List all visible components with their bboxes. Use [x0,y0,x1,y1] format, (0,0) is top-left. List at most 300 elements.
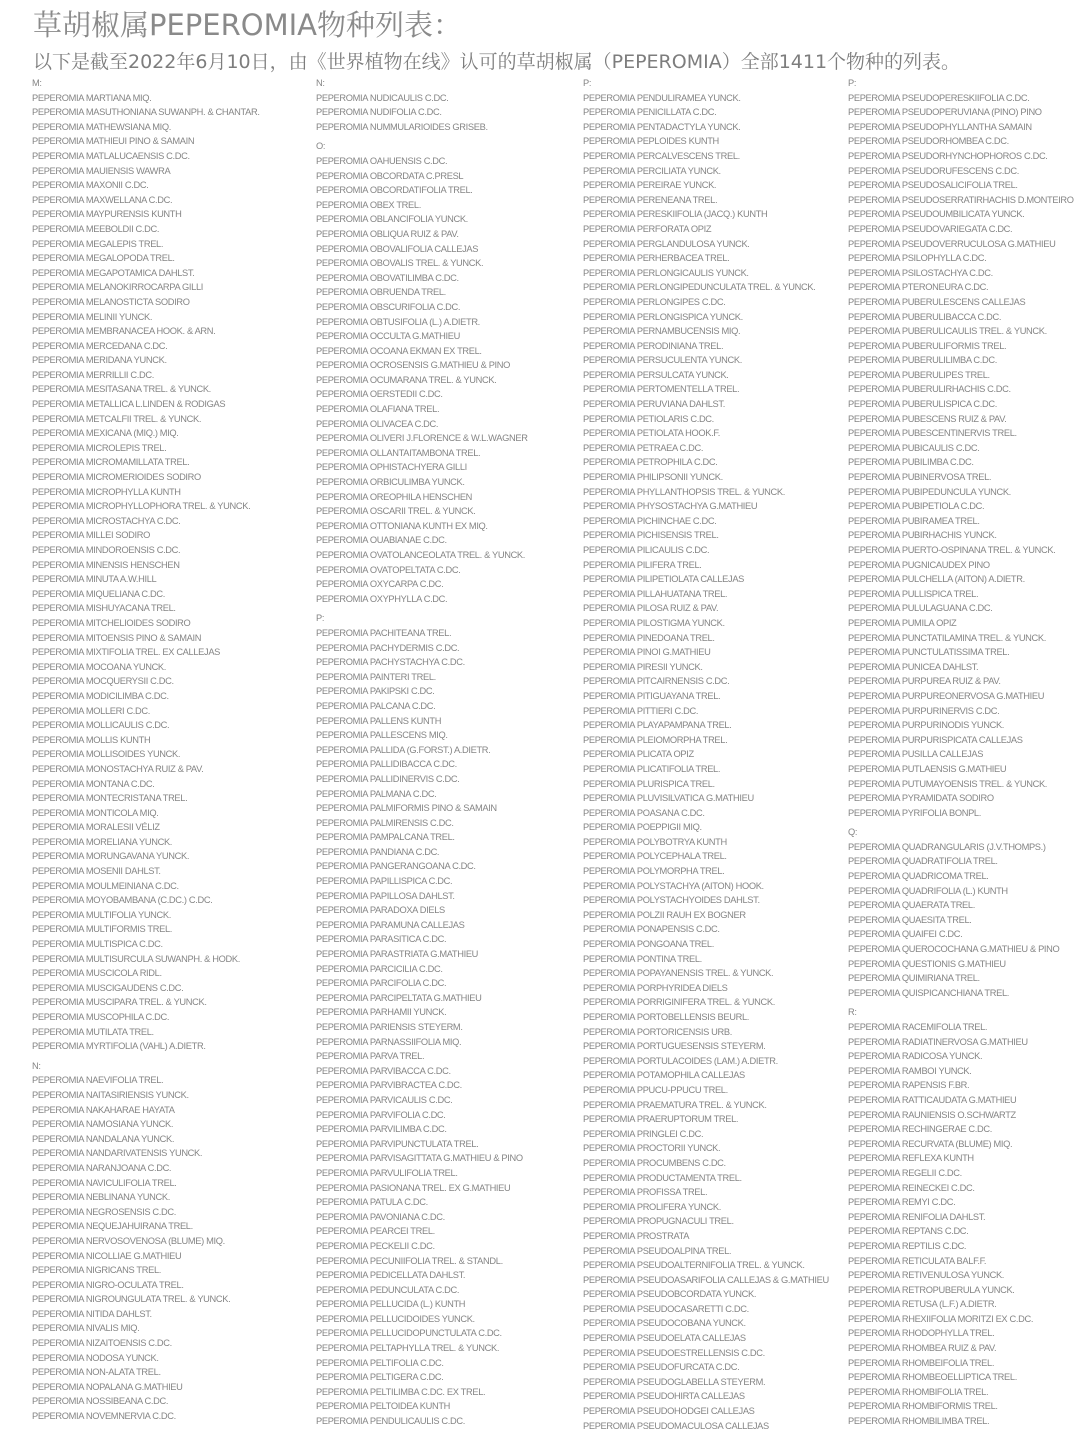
species-entry: PEPEROMIA PARVISAGITTATA G.MATHIEU & PINO [316,1153,523,1164]
species-entry: PEPEROMIA PIRESII YUNCK. [583,661,703,672]
species-entry: PEPEROMIA NIZAITOENSIS C.DC. [32,1338,172,1349]
species-entry: PEPEROMIA PUTUMAYOENSIS TREL. & YUNCK. [848,778,1048,789]
species-entry: PEPEROMIA PUBERULILIMBA C.DC. [848,355,997,366]
species-entry: PEPEROMIA MEMBRANACEA HOOK. & ARN. [32,326,216,337]
species-entry: PEPEROMIA OXYPHYLLA C.DC. [316,593,448,604]
species-entry: PEPEROMIA PERLONGISPICA YUNCK. [583,311,743,322]
species-entry: PEPEROMIA REFLEXA KUNTH [848,1153,974,1164]
species-entry: PEPEROMIA PSEUDOHIRTA CALLEJAS [583,1391,745,1402]
species-entry: PEPEROMIA PAKIPSKI C.DC. [316,686,435,697]
species-entry: PEPEROMIA OBLIQUA RUIZ & PAV. [316,228,459,239]
species-entry: PEPEROMIA OAHUENSIS C.DC. [316,155,448,166]
species-entry: PEPEROMIA MORALESII VÉLIZ [32,822,160,833]
species-entry: PEPEROMIA MEGALOPODA TREL. [32,253,175,264]
page-title: 草胡椒属PEPEROMIA物种列表： [33,8,463,42]
species-entry: PEPEROMIA MATHEWSIANA MIQ. [32,121,171,132]
species-entry: PEPEROMIA PROFISSA TREL. [583,1187,708,1198]
species-entry: PEPEROMIA OUABIANAE C.DC. [316,535,447,546]
species-entry: PEPEROMIA PERLONGICAULIS YUNCK. [583,267,749,278]
species-entry: PEPEROMIA PSEUDOUMBILICATA YUNCK. [848,209,1025,220]
species-entry: PEPEROMIA MUSCICOLA RIDL. [32,968,162,979]
species-entry: PEPEROMIA PILIPETIOLATA CALLEJAS [583,574,745,585]
species-column-4 [848,76,1080,1429]
species-entry: PEPEROMIA PSEUDOSALICIFOLIA TREL. [848,180,1018,191]
species-entry: PEPEROMIA OVATOPELTATA C.DC. [316,564,461,575]
species-entry: PEPEROMIA PETIOLARIS C.DC. [583,413,714,424]
species-entry: PEPEROMIA PALLENS KUNTH [316,715,442,726]
species-entry: PEPEROMIA OCOANA EKMAN EX TREL. [316,345,482,356]
species-entry: PEPEROMIA MASUTHONIANA SUWANPH. & CHANTAR. [32,107,260,118]
species-entry: PEPEROMIA RETIVENULOSA YUNCK. [848,1270,1005,1281]
species-entry: PEPEROMIA MULTIFOLIA YUNCK. [32,909,171,920]
letter-section [848,76,1080,820]
species-entry: PEPEROMIA PARHAMII YUNCK. [316,1007,447,1018]
species-entry: PEPEROMIA PUBERULICAULIS TREL. & YUNCK. [848,326,1047,337]
species-entry: PEPEROMIA MATLALUCAENSIS C.DC. [32,150,190,161]
species-entry: PEPEROMIA MONTECRISTANA TREL. [32,793,188,804]
species-entry: PEPEROMIA PSEUDOFURCATA C.DC. [583,1362,740,1373]
species-entry: PEPEROMIA MOCOANA YUNCK. [32,661,167,672]
species-entry: PEPEROMIA MICROSTACHYA C.DC. [32,515,181,526]
species-entry: PEPEROMIA NAITASIRIENSIS YUNCK. [32,1089,189,1100]
species-entry: PEPEROMIA NODOSA YUNCK. [32,1352,159,1363]
species-entry: PEPEROMIA MAXWELLANA C.DC. [32,194,173,205]
species-entry: PEPEROMIA MOLLIS KUNTH [32,734,151,745]
species-entry: PEPEROMIA PORTUGUESENSIS STEYERM. [583,1041,766,1052]
species-entry: PEPEROMIA PERCILIATA YUNCK. [583,165,721,176]
species-entry: PEPEROMIA PSEUDOPERESKIIFOLIA C.DC. [848,92,1030,103]
species-entry: PEPEROMIA METCALFII TREL. & YUNCK. [32,413,202,424]
species-entry: PEPEROMIA PUNCTULATISSIMA TREL. [848,647,1010,658]
species-entry: PEPEROMIA OCCULTA G.MATHIEU [316,331,460,342]
species-entry: PEPEROMIA PARCIFOLIA C.DC. [316,978,447,989]
species-entry: PEPEROMIA PERNAMBUCENSIS MIQ. [583,326,741,337]
species-entry: PEPEROMIA PURPUREONERVOSA G.MATHIEU [848,690,1045,701]
species-entry: PEPEROMIA MUSCIPARA TREL. & YUNCK. [32,997,207,1008]
species-entry: PEPEROMIA OBCORDATA C.PRESL [316,170,464,181]
section-letter-heading: Q: [848,827,858,838]
species-entry: PEPEROMIA MULTISURCULA SUWANPH. & HODK. [32,953,240,964]
species-entry: PEPEROMIA POLYBOTRYA KUNTH [583,836,727,847]
letter-section [316,76,578,134]
letter-section [583,76,845,1433]
species-entry: PEPEROMIA MEXICANA (MIQ.) MIQ. [32,428,179,439]
species-entry: PEPEROMIA MAYPURENSIS KUNTH [32,209,182,220]
species-entry: PEPEROMIA RECURVATA (BLUME) MIQ. [848,1138,1013,1149]
species-entry: PEPEROMIA REINECKEI C.DC. [848,1182,975,1193]
species-entry: PEPEROMIA PSEUDOELATA CALLEJAS [583,1333,746,1344]
species-entry: PEPEROMIA PALMIFORMIS PINO & SAMAIN [316,803,497,814]
species-entry: PEPEROMIA PITTIERI C.DC. [583,705,699,716]
species-entry: PEPEROMIA REPTANS C.DC. [848,1226,969,1237]
species-entry: PEPEROMIA PINEDOANA TREL. [583,632,715,643]
species-entry: PEPEROMIA PETRAEA C.DC. [583,442,704,453]
species-entry: PEPEROMIA PARVA TREL. [316,1051,425,1062]
species-entry: PEPEROMIA PARCIPELTATA G.MATHIEU [316,992,482,1003]
species-entry: PEPEROMIA PSEUDOMACULOSA CALLEJAS [583,1420,769,1431]
species-entry: PEPEROMIA PULLISPICA TREL. [848,588,979,599]
letter-section [32,1059,294,1424]
species-entry: PEPEROMIA PELTAPHYLLA TREL. & YUNCK. [316,1343,500,1354]
species-entry: PEPEROMIA NEGROSENSIS C.DC. [32,1206,176,1217]
species-entry: PEPEROMIA QUISPICANCHIANA TREL. [848,987,1010,998]
species-entry: PEPEROMIA MONTANA C.DC. [32,778,155,789]
species-entry: PEPEROMIA PERLONGIPES C.DC. [583,296,726,307]
species-entry: PEPEROMIA OTTONIANA KUNTH EX MIQ. [316,520,488,531]
species-entry: PEPEROMIA PEREIRAE YUNCK. [583,180,717,191]
species-entry: PEPEROMIA PHYSOSTACHYA G.MATHIEU [583,501,758,512]
species-entry: PEPEROMIA RACEMIFOLIA TREL. [848,1022,988,1032]
species-entry: PEPEROMIA PANGERANGOANA C.DC. [316,861,476,872]
species-entry: PEPEROMIA REPTILIS C.DC. [848,1240,967,1251]
species-entry: PEPEROMIA RHODOPHYLLA TREL. [848,1328,995,1339]
species-entry: PEPEROMIA PUBERULESCENS CALLEJAS [848,296,1026,307]
page-subtitle: 以下是截至2022年6月10日，由《世界植物在线》认可的草胡椒属（PEPEROMIA）全部1411个物种的列表。 [33,51,961,73]
species-entry: PEPEROMIA PATULA C.DC. [316,1197,428,1208]
species-entry: PEPEROMIA NIGRO-OCULATA TREL. [32,1279,184,1290]
species-entry: PEPEROMIA MERRILLII C.DC. [32,369,154,380]
species-entry: PEPEROMIA MICROPHYLLA KUNTH [32,486,181,497]
species-entry: PEPEROMIA PSEUDOHODGEI CALLEJAS [583,1406,755,1417]
species-entry: PEPEROMIA PICHISENSIS TREL. [583,530,719,541]
species-entry: PEPEROMIA PELTILIMBA C.DC. EX TREL. [316,1386,486,1397]
species-entry: PEPEROMIA NANDARIVATENSIS YUNCK. [32,1148,203,1159]
species-entry: PEPEROMIA PORPHYRIDEA DIELS [583,982,728,993]
species-entry: PEPEROMIA QUADRIFOLIA (L.) KUNTH [848,885,1008,896]
species-entry: PEPEROMIA PALLESCENS MIQ. [316,730,448,741]
species-entry: PEPEROMIA PUSILLA CALLEJAS [848,749,984,760]
species-entry: PEPEROMIA PORTOBELLENSIS BEURL. [583,1012,750,1022]
species-entry: PEPEROMIA POASANA C.DC. [583,807,705,818]
species-entry: PEPEROMIA PACHYDERMIS C.DC. [316,642,460,653]
species-entry: PEPEROMIA PROCTORII YUNCK. [583,1143,721,1154]
species-entry: PEPEROMIA PAVONIANA C.DC. [316,1211,445,1222]
species-entry: PEPEROMIA REGELII C.DC. [848,1167,962,1178]
species-entry: PEPEROMIA PUBIPETIOLA C.DC. [848,501,985,512]
species-entry: PEPEROMIA MICROMAMILLATA TREL. [32,457,190,468]
species-entry: PEPEROMIA MONOSTACHYA RUIZ & PAV. [32,763,204,774]
species-entry: PEPEROMIA PERFORATA OPIZ [583,223,712,234]
species-entry: PEPEROMIA PUBIRAMEA TREL. [848,515,980,526]
species-entry: PEPEROMIA PERUVIANA DAHLST. [583,399,725,410]
species-entry: PEPEROMIA PARADOXA DIELS [316,905,445,916]
letter-section [316,611,578,1428]
species-entry: PEPEROMIA MINENSIS HENSCHEN [32,559,180,570]
species-entry: PEPEROMIA OREOPHILA HENSCHEN [316,491,473,502]
species-entry: PEPEROMIA PERESKIIFOLIA (JACQ.) KUNTH [583,209,768,220]
species-entry: PEPEROMIA NUDIFOLIA C.DC. [316,107,442,118]
species-entry: PEPEROMIA PERSUCULENTA YUNCK. [583,355,742,366]
species-entry: PEPEROMIA PLAYAPAMPANA TREL. [583,720,732,731]
species-entry: PEPEROMIA PILLAHUATANA TREL. [583,588,728,599]
letter-section [32,76,294,1054]
species-entry: PEPEROMIA PAPILLISPICA C.DC. [316,876,453,887]
species-entry: PEPEROMIA QUADRICOMA TREL. [848,871,989,882]
species-entry: PEPEROMIA PERCALVESCENS TREL. [583,150,740,161]
species-entry: PEPEROMIA MUSCIGAUDENS C.DC. [32,982,184,993]
species-entry: PEPEROMIA PSEUDOCOBANA YUNCK. [583,1318,746,1329]
species-entry: PEPEROMIA PUBERULIFORMIS TREL. [848,340,1007,351]
species-entry: PEPEROMIA PERLONGIPEDUNCULATA TREL. & YUNCK. [583,282,816,293]
species-entry: PEPEROMIA RAMBOI YUNCK. [848,1065,972,1076]
species-entry: PEPEROMIA PUBERULIPES TREL. [848,369,990,380]
species-entry: PEPEROMIA PSEUDORHYNCHOPHOROS C.DC. [848,150,1048,161]
species-entry: PEPEROMIA NAEVIFOLIA TREL. [32,1075,164,1086]
species-entry: PEPEROMIA QUAERATA TREL. [848,900,975,911]
species-entry: PEPEROMIA PUERTO-OSPINANA TREL. & YUNCK. [848,545,1056,555]
species-entry: PEPEROMIA MOLLISOIDES YUNCK. [32,749,181,760]
species-entry: PEPEROMIA OBRUENDA TREL. [316,287,446,298]
species-entry: PEPEROMIA PURPUREA RUIZ & PAV. [848,676,1001,687]
species-entry: PEPEROMIA MUSCOPHILA C.DC. [32,1012,170,1022]
species-entry: PEPEROMIA NON-ALATA TREL. [32,1367,161,1378]
species-entry: PEPEROMIA MULTISPICA C.DC. [32,939,163,950]
species-entry: PEPEROMIA MARTIANA MIQ. [32,92,152,103]
species-entry: PEPEROMIA QUESTIONIS G.MATHIEU [848,958,1006,969]
species-entry: PEPEROMIA PUGNICAUDEX PINO [848,559,990,570]
species-entry: PEPEROMIA PURPURISPICATA CALLEJAS [848,734,1023,745]
species-entry: PEPEROMIA PEDICELLATA DAHLST. [316,1270,466,1281]
species-entry: PEPEROMIA PENDULIRAMEA YUNCK. [583,92,741,103]
species-entry: PEPEROMIA MYRTIFOLIA (VAHL) A.DIETR. [32,1041,206,1052]
species-entry: PEPEROMIA POEPPIGII MIQ. [583,822,702,833]
species-entry: PEPEROMIA POLYSTACHYA (AITON) HOOK. [583,880,764,891]
species-entry: PEPEROMIA PAMPALCANA TREL. [316,832,455,843]
species-entry: PEPEROMIA QUEROCOCHANA G.MATHIEU & PINO [848,944,1060,955]
species-entry: PEPEROMIA NAMOSIANA YUNCK. [32,1119,174,1130]
section-letter-heading: P: [848,78,857,88]
species-entry: PEPEROMIA QUIMIRIANA TREL. [848,973,980,984]
species-entry: PEPEROMIA PALLIDIBACCA C.DC. [316,759,457,770]
species-entry: PEPEROMIA PONGOANA TREL. [583,939,714,950]
species-entry: PEPEROMIA OBOVALIFOLIA CALLEJAS [316,243,479,254]
species-entry: PEPEROMIA RHOMBILIMBA TREL. [848,1416,990,1427]
species-entry: PEPEROMIA MINUTA A.W.HILL [32,574,157,585]
species-entry: PEPEROMIA PSEUDOPHYLLANTHA SAMAIN [848,121,1032,132]
species-entry: PEPEROMIA PLICATIFOLIA TREL. [583,763,721,774]
species-entry: PEPEROMIA PINOI G.MATHIEU [583,647,711,658]
species-entry: PEPEROMIA OCUMARANA TREL. & YUNCK. [316,374,497,385]
species-entry: PEPEROMIA PELTIGERA C.DC. [316,1372,444,1383]
species-entry: PEPEROMIA PILICAULIS C.DC. [583,545,710,555]
species-entry: PEPEROMIA PLUVISILVATICA G.MATHIEU [583,793,754,804]
species-entry: PEPEROMIA PENICILLATA C.DC. [583,107,717,118]
species-entry: PEPEROMIA PULCHELLA (AITON) A.DIETR. [848,574,1025,585]
species-entry: PEPEROMIA NEBLINANA YUNCK. [32,1192,170,1203]
species-entry: PEPEROMIA NOSSIBEANA C.DC. [32,1396,169,1407]
species-entry: PEPEROMIA MERCEDANA C.DC. [32,340,168,351]
species-entry: PEPEROMIA OLIVACEA C.DC. [316,418,439,429]
species-entry: PEPEROMIA RHOMBEIFOLIA TREL. [848,1357,995,1368]
species-entry: PEPEROMIA PARNASSIIFOLIA MIQ. [316,1036,462,1047]
species-entry: PEPEROMIA OLIVERI J.FLORENCE & W.L.WAGNER [316,433,528,444]
species-entry: PEPEROMIA PERSULCATA YUNCK. [583,369,729,380]
species-entry: PEPEROMIA NIVALIS MIQ. [32,1323,140,1334]
species-entry: PEPEROMIA MIQUELIANA C.DC. [32,588,165,599]
species-entry: PEPEROMIA RATTICAUDATA G.MATHIEU [848,1094,1017,1105]
species-entry: PEPEROMIA MOLLICAULIS C.DC. [32,720,170,731]
species-entry: PEPEROMIA PRODUCTAMENTA TREL. [583,1172,742,1183]
species-entry: PEPEROMIA PORRIGINIFERA TREL. & YUNCK. [583,997,775,1008]
species-entry: PEPEROMIA QUAIFEI C.DC. [848,929,963,940]
species-entry: PEPEROMIA PSEUDOSERRATIRHACHIS D.MONTEIRO [848,194,1074,205]
species-entry: PEPEROMIA PUNCTATILAMINA TREL. & YUNCK. [848,632,1046,643]
species-entry: PEPEROMIA RETROPUBERULA YUNCK. [848,1284,1015,1295]
species-entry: PEPEROMIA PILIFERA TREL. [583,559,702,570]
species-entry: PEPEROMIA RHOMBEOELLIPTICA TREL. [848,1372,1017,1383]
species-entry: PEPEROMIA MULTIFORMIS TREL. [32,924,173,935]
species-entry: PEPEROMIA MODICILIMBA C.DC. [32,690,169,701]
species-entry: PEPEROMIA RAUNIENSIS O.SCHWARTZ [848,1109,1016,1120]
species-entry: PEPEROMIA PUBESCENS RUIZ & PAV. [848,413,1007,424]
species-entry: PEPEROMIA PUTLAENSIS G.MATHIEU [848,763,1007,774]
species-entry: PEPEROMIA POLYSTACHYOIDES DAHLST. [583,895,760,906]
species-entry: PEPEROMIA OLLANTAITAMBONA TREL. [316,447,481,458]
species-entry: PEPEROMIA PAPILLOSA DAHLST. [316,890,455,901]
species-entry: PEPEROMIA PORTULACOIDES (LAM.) A.DIETR. [583,1055,778,1066]
species-entry: PEPEROMIA PULULAGUANA C.DC. [848,603,993,614]
species-entry: PEPEROMIA PUBIPEDUNCULA YUNCK. [848,486,1011,497]
species-entry: PEPEROMIA RENIFOLIA DAHLST. [848,1211,986,1222]
species-entry: PEPEROMIA OBEX TREL. [316,199,421,210]
species-entry: PEPEROMIA PPUCU-PPUCU TREL. [583,1084,728,1095]
species-entry: PEPEROMIA MELANOSTICTA SODIRO [32,296,190,307]
species-entry: PEPEROMIA MONTICOLA MIQ. [32,807,159,818]
letter-section [316,139,578,606]
species-entry: PEPEROMIA PLICATA OPIZ [583,749,694,760]
species-entry: PEPEROMIA QUAESITA TREL. [848,914,972,925]
section-letter-heading: N: [32,1060,41,1071]
species-entry: PEPEROMIA RHOMBIFORMIS TREL. [848,1401,998,1412]
species-entry: PEPEROMIA PARCICILIA C.DC. [316,963,443,974]
species-entry: PEPEROMIA PAINTERI TREL. [316,671,436,682]
species-entry: PEPEROMIA RETUSA (L.F.) A.DIETR. [848,1299,997,1310]
species-entry: PEPEROMIA POLZII RAUH EX BOGNER [583,909,746,920]
species-entry: PEPEROMIA MERIDANA YUNCK. [32,355,167,366]
species-entry: PEPEROMIA PERTOMENTELLA TREL. [583,384,740,395]
species-entry: PEPEROMIA PSEUDOALTERNIFOLIA TREL. & YUNCK. [583,1260,805,1271]
species-entry: PEPEROMIA PERGLANDULOSA YUNCK. [583,238,750,249]
species-entry: PEPEROMIA NEQUEJAHUIRANA TREL. [32,1221,193,1232]
species-entry: PEPEROMIA PETIOLATA HOOK.F. [583,428,720,439]
species-entry: PEPEROMIA MINDOROENSIS C.DC. [32,545,181,555]
species-entry: PEPEROMIA PONAPENSIS C.DC. [583,924,720,935]
species-entry: PEPEROMIA PERODINIANA TREL. [583,340,724,351]
species-entry: PEPEROMIA PEPLOIDES KUNTH [583,136,719,147]
species-entry: PEPEROMIA METALLICA L.LINDEN & RODIGAS [32,399,226,410]
species-entry: PEPEROMIA PENTADACTYLA YUNCK. [583,121,741,132]
species-column-1 [32,76,294,1424]
species-entry: PEPEROMIA PLURISPICA TREL. [583,778,715,789]
species-entry: PEPEROMIA PARVIFOLIA C.DC. [316,1109,446,1120]
species-entry: PEPEROMIA RHOMBIFOLIA TREL. [848,1386,989,1397]
species-column-2 [316,76,578,1429]
species-entry: PEPEROMIA PACHYSTACHYA C.DC. [316,657,465,668]
species-entry: PEPEROMIA MOYOBAMBANA (C.DC.) C.DC. [32,895,213,906]
species-entry: PEPEROMIA PORTORICENSIS URB. [583,1026,732,1037]
species-entry: PEPEROMIA PANDIANA C.DC. [316,846,440,857]
letter-section [848,1005,1080,1428]
species-entry: PEPEROMIA PACHITEANA TREL. [316,627,452,638]
species-entry: PEPEROMIA PSEUDORUFESCENS C.DC. [848,165,1019,176]
species-entry: PEPEROMIA PUMILA OPIZ [848,617,957,628]
species-entry: PEPEROMIA PECKELII C.DC. [316,1240,435,1251]
species-entry: PEPEROMIA PLEIOMORPHA TREL. [583,734,728,745]
section-letter-heading: O: [316,141,326,152]
species-entry: PEPEROMIA POPAYANENSIS TREL. & YUNCK. [583,968,774,979]
section-letter-heading: N: [316,78,325,88]
species-entry: PEPEROMIA RADICOSA YUNCK. [848,1051,983,1062]
species-entry: PEPEROMIA NITIDA DAHLST. [32,1308,152,1319]
species-entry: PEPEROMIA PSEUDOVARIEGATA C.DC. [848,223,1013,234]
species-entry: PEPEROMIA QUADRATIFOLIA TREL. [848,856,998,867]
species-entry: PEPEROMIA PONTINA TREL. [583,953,702,964]
species-entry: PEPEROMIA NIGRICANS TREL. [32,1265,162,1276]
species-entry: PEPEROMIA PROCUMBENS C.DC. [583,1157,726,1168]
species-entry: PEPEROMIA NAKAHARAE HAYATA [32,1104,175,1115]
species-entry: PEPEROMIA NARANJOANA C.DC. [32,1162,172,1173]
species-entry: PEPEROMIA NAVICULIFOLIA TREL. [32,1177,177,1188]
species-entry: PEPEROMIA PHYLLANTHOPSIS TREL. & YUNCK. [583,486,785,497]
species-entry: PEPEROMIA PROSTRATA [583,1230,690,1241]
species-entry: PEPEROMIA PURPURINERVIS C.DC. [848,705,1000,716]
species-entry: PEPEROMIA NICOLLIAE G.MATHIEU [32,1250,182,1261]
species-entry: PEPEROMIA PARAMUNA CALLEJAS [316,919,465,930]
species-entry: PEPEROMIA MEGAPOTAMICA DAHLST. [32,267,195,278]
species-entry: PEPEROMIA MORUNGAVANA YUNCK. [32,851,190,862]
section-letter-heading: M: [32,78,42,88]
species-entry: PEPEROMIA RADIATINERVOSA G.MATHIEU [848,1036,1028,1047]
species-entry: PEPEROMIA MOSENII DAHLST. [32,866,161,877]
species-entry: PEPEROMIA PELTIFOLIA C.DC. [316,1357,444,1368]
species-entry: PEPEROMIA PUNICEA DAHLST. [848,661,979,672]
species-entry: PEPEROMIA PUBERULISPICA C.DC. [848,399,997,410]
species-entry: PEPEROMIA OXYCARPA C.DC. [316,579,444,590]
species-entry: PEPEROMIA PRINGLEI C.DC. [583,1128,704,1139]
species-entry: PEPEROMIA MOULMEINIANA C.DC. [32,880,179,891]
species-entry: PEPEROMIA PSEUDOCASARETTI C.DC. [583,1303,749,1314]
species-entry: PEPEROMIA PITCAIRNENSIS C.DC. [583,676,730,687]
species-entry: PEPEROMIA PEARCEI TREL. [316,1226,435,1237]
species-entry: PEPEROMIA PILOSA RUIZ & PAV. [583,603,719,614]
species-entry: PEPEROMIA MELANOKIRROCARPA GILLI [32,282,204,293]
section-letter-heading: P: [583,78,592,88]
species-entry: PEPEROMIA PUBIRHACHIS YUNCK. [848,530,997,541]
species-entry: PEPEROMIA NUDICAULIS C.DC. [316,92,449,103]
species-entry: PEPEROMIA PARASITICA C.DC. [316,934,447,945]
species-entry: PEPEROMIA PARVIBACCA C.DC. [316,1065,451,1076]
species-entry: PEPEROMIA OBOVALIS TREL. & YUNCK. [316,258,484,269]
species-entry: PEPEROMIA PUBERULIBACCA C.DC. [848,311,1002,322]
species-entry: PEPEROMIA ORBICULIMBA YUNCK. [316,477,465,488]
species-entry: PEPEROMIA PARVIBRACTEA C.DC. [316,1080,462,1091]
species-entry: PEPEROMIA MEGALEPIS TREL. [32,238,164,249]
species-entry: PEPEROMIA PSEUDOASARIFOLIA CALLEJAS & G.MATHIEU [583,1274,829,1285]
species-entry: PEPEROMIA PARVIPUNCTULATA TREL. [316,1138,479,1149]
species-entry: PEPEROMIA PSILOPHYLLA C.DC. [848,253,987,264]
species-entry: PEPEROMIA PARVICAULIS C.DC. [316,1094,453,1105]
species-entry: PEPEROMIA RECHINGERAE C.DC. [848,1124,992,1135]
species-entry: PEPEROMIA OBOVATILIMBA C.DC. [316,272,459,283]
species-entry: PEPEROMIA PENDULICAULIS C.DC. [316,1416,465,1427]
species-entry: PEPEROMIA OERSTEDII C.DC. [316,389,443,400]
species-entry: PEPEROMIA PROLIFERA YUNCK. [583,1201,721,1212]
species-entry: PEPEROMIA NOPALANA G.MATHIEU [32,1381,183,1392]
species-entry: PEPEROMIA PUBESCENTINERVIS TREL. [848,428,1017,439]
species-entry: PEPEROMIA NANDALANA YUNCK. [32,1133,175,1144]
species-entry: PEPEROMIA PSILOSTACHYA C.DC. [848,267,993,278]
species-entry: PEPEROMIA PELLUCIDA (L.) KUNTH [316,1299,466,1310]
